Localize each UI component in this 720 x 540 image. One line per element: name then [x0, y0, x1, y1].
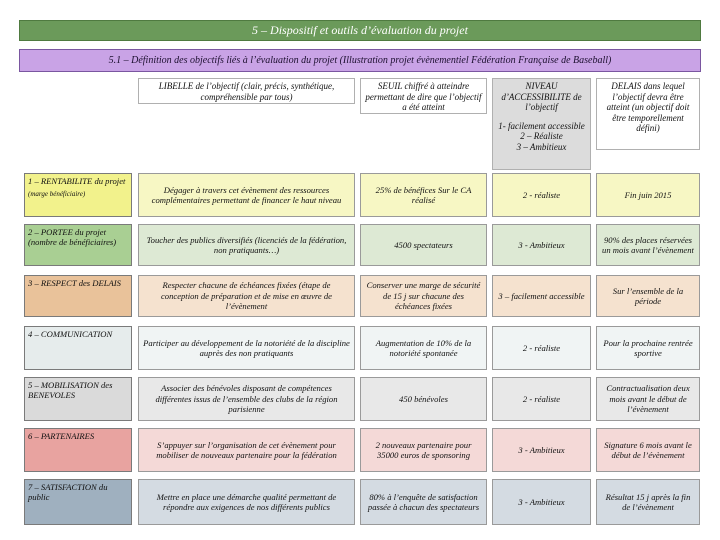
table-row	[24, 275, 132, 317]
category-label: 1 – RENTABILITE du projet	[28, 176, 126, 186]
seuil-cell: Augmentation de 10% de la notoriété spontanée	[360, 326, 487, 370]
level-1: 1- facilement accessible	[498, 120, 585, 131]
table-row	[24, 173, 132, 217]
slide-title: 5 – Dispositif et outils d’évaluation du projet	[19, 20, 701, 41]
seuil-cell: Conserver une marge de sécurité de 15 j sur chacune des échéances fixées	[360, 275, 487, 317]
seuil-cell: 450 bénévoles	[360, 377, 487, 421]
libelle-cell: S’appuyer sur l’organisation de cet évènement pour mobiliser de nouveaux partenaire pour la fédération	[138, 428, 355, 472]
category-note: (marge bénéficiaire)	[28, 190, 86, 198]
level-3: 3 – Ambitieux	[516, 141, 567, 152]
table-row	[24, 479, 132, 525]
table-row	[24, 377, 132, 421]
category-label: 4 – COMMUNICATION	[28, 329, 113, 339]
category-label: 7 – SATISFACTION du public	[28, 482, 108, 502]
libelle-cell: Dégager à travers cet évènement des ressources complémentaires permettant de financer le haut niveau	[138, 173, 355, 217]
niveau-cell: 3 - Ambitieux	[492, 479, 591, 525]
delais-cell: Sur l’ensemble de la période	[596, 275, 700, 317]
delais-cell: Résultat 15 j après la fin de l’évènement	[596, 479, 700, 525]
libelle-cell: Associer des bénévoles disposant de compétences différentes issus de l’ensemble des clubs de la région parisienne	[138, 377, 355, 421]
libelle-cell: Toucher des publics diversifiés (licenciés de la fédération, non pratiquants…)	[138, 224, 355, 266]
seuil-cell: 2 nouveaux partenaire pour 35000 euros de sponsoring	[360, 428, 487, 472]
niveau-cell: 2 - réaliste	[492, 173, 591, 217]
table-row	[24, 326, 132, 370]
delais-cell: Pour la prochaine rentrée sportive	[596, 326, 700, 370]
niveau-cell: 3 – facilement accessible	[492, 275, 591, 317]
niveau-cell: 3 - Ambitieux	[492, 224, 591, 266]
libelle-cell: Respecter chacune de échéances fixées (étape de conception de préparation et de mise en œuvre de l’évènement	[138, 275, 355, 317]
delais-cell: Signature 6 mois avant le début de l’évènement	[596, 428, 700, 472]
category-label: 6 – PARTENAIRES	[28, 431, 95, 441]
libelle-cell: Mettre en place une démarche qualité permettant de répondre aux exigences de nos différents publics	[138, 479, 355, 525]
level-2: 2 – Réaliste	[520, 131, 563, 141]
header-seuil: SEUIL chiffré à atteindre permettant de dire que l’objectif a été atteint	[360, 78, 487, 114]
niveau-cell: 2 - réaliste	[492, 326, 591, 370]
delais-cell: 90% des places réservées un mois avant l’évènement	[596, 224, 700, 266]
slide-subtitle: 5.1 – Définition des objectifs liés à l’évaluation du projet (Illustration projet évènementiel Fédération Française de Baseball)	[19, 49, 701, 72]
category-label: 3 – RESPECT des DELAIS	[28, 278, 121, 288]
header-delais: DELAIS dans lequel l’objectif devra être atteint (un objectif doit être temporellement défini)	[596, 78, 700, 150]
header-niveau-label: NIVEAU d’ACCESSIBILITE de l’objectif	[501, 81, 582, 112]
niveau-cell: 2 - réaliste	[492, 377, 591, 421]
seuil-cell: 80% à l’enquête de satisfaction passée à chacun des spectateurs	[360, 479, 487, 525]
category-label: 2 – PORTEE du projet (nombre de bénéficiaires)	[28, 227, 117, 247]
header-niveau	[492, 78, 591, 170]
header-libelle: LIBELLE de l’objectif (clair, précis, synthétique, compréhensible par tous)	[138, 78, 355, 104]
table-row	[24, 224, 132, 266]
niveau-cell: 3 - Ambitieux	[492, 428, 591, 472]
table-row	[24, 428, 132, 472]
category-label: 5 – MOBILISATION des BENEVOLES	[28, 380, 113, 400]
libelle-cell: Participer au développement de la notoriété de la discipline auprès des non pratiquants	[138, 326, 355, 370]
seuil-cell: 4500 spectateurs	[360, 224, 487, 266]
seuil-cell: 25% de bénéfices Sur le CA réalisé	[360, 173, 487, 217]
delais-cell: Contractualisation deux mois avant le début de l’évènement	[596, 377, 700, 421]
delais-cell: Fin juin 2015	[596, 173, 700, 217]
